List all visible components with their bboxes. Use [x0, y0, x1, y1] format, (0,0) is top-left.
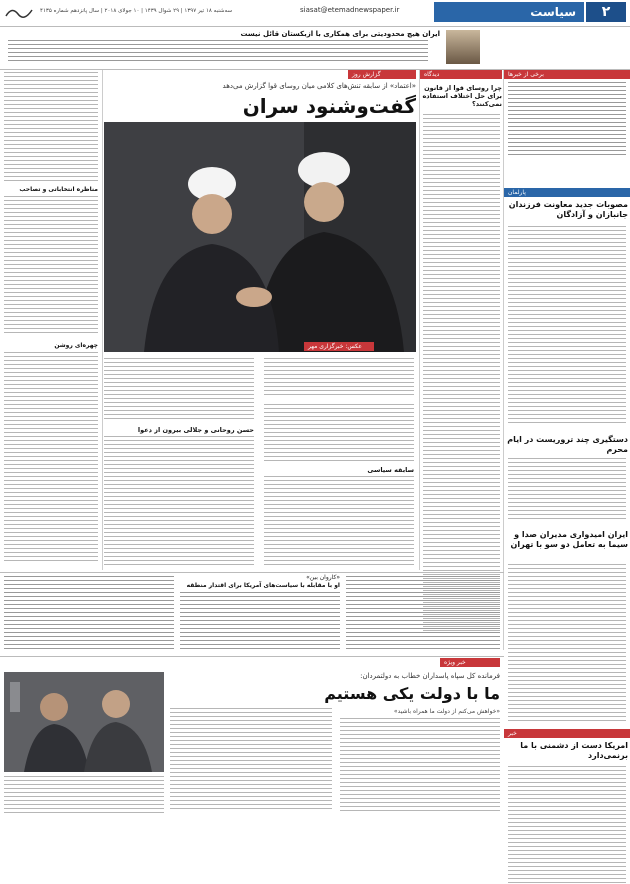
headline-terrorists: دستگیری چند تروریست در ایام محرم — [507, 435, 628, 454]
bottom-kicker: «کاروان بین» — [306, 574, 340, 581]
divider — [419, 70, 420, 570]
divider — [503, 70, 504, 650]
brief-news-text — [508, 82, 626, 158]
top-story-photo — [446, 30, 480, 64]
subsection-2: سابقه سیاسی — [367, 466, 414, 474]
bottom-kicker-2: خبر ویژه — [440, 658, 500, 667]
newspaper-logo — [4, 4, 34, 20]
bottom-text-2 — [180, 592, 340, 650]
bottom-text-6 — [4, 776, 164, 814]
kicker-opinion: دیدگاه — [420, 70, 502, 79]
page-number: ۲ — [586, 2, 626, 22]
top-story-headline: ایران هیچ محدودیتی برای همکاری با ازبکستان قائل نیست — [240, 30, 440, 38]
bottom-feature — [0, 658, 504, 818]
main-text-5 — [264, 476, 414, 566]
headline-law: چرا روسای قوا از قانون برای حل اختلاف استفاده نمی‌کنند؟ — [422, 84, 502, 108]
section-email[interactable]: siasat@etemadnewspaper.ir — [300, 6, 400, 14]
bottom-text-5 — [170, 708, 332, 812]
bottom-text-3 — [346, 576, 500, 650]
brief-news-bar: برخی از خبرها — [504, 70, 630, 79]
left-box-2: چهره‌ای روشن — [54, 342, 98, 349]
divider — [0, 572, 504, 573]
headline-broadcast: ایران امیدواری مدیران صدا و سیما به تعامل دو سو با تهران — [510, 530, 628, 549]
bottom-text-4 — [340, 718, 500, 812]
main-subhead: «اعتماد» از سابقه تنش‌های کلامی میان روسای قوا گزارش می‌دهد — [222, 82, 416, 90]
usa-text — [508, 766, 626, 884]
main-text-1 — [264, 358, 414, 398]
handshake-photo-icon — [4, 672, 164, 772]
main-photo — [104, 122, 416, 352]
headline-usa: امریکا دست از دشمنی با ما برنمی‌دارد — [520, 741, 628, 760]
main-text-3 — [104, 436, 254, 566]
main-text-2 — [104, 358, 254, 422]
main-kicker: گزارش روز — [348, 70, 416, 79]
bottom-photo — [4, 672, 164, 772]
bottom-strip — [0, 574, 504, 654]
clerics-photo-icon — [104, 122, 416, 352]
top-story — [0, 28, 630, 68]
headline-veterans: مصوبات جدید معاونت فرزندان جانبازان و آزادگان — [508, 200, 628, 219]
bottom-headline-a: فرمانده کل سپاه پاسداران خطاب به دولتمردان: — [360, 672, 500, 680]
main-story — [104, 70, 416, 570]
divider — [0, 656, 504, 657]
subsection-1: حسن روحانی و جلالی بیرون از دعوا — [137, 426, 254, 434]
kicker-news: خبر — [504, 729, 630, 738]
left-box-1: مناظره انتخاباتی و تصاحب — [19, 186, 98, 193]
left-text-2 — [4, 196, 98, 336]
right-column — [504, 70, 630, 820]
main-headline: گفت‌وشنود سران — [242, 94, 416, 118]
opinion-column — [420, 70, 502, 640]
bottom-text-1 — [4, 576, 174, 650]
bottom-headline-b: ما با دولت یکی هستیم — [324, 684, 500, 703]
opinion-text — [423, 114, 500, 634]
left-text-3 — [4, 352, 98, 564]
top-story-text — [8, 40, 428, 64]
dateline: سه‌شنبه ۱۸ تیر ۱۳۹۷ | ۲۹ شوال ۱۴۳۹ | ۱۰ جولای ۲۰۱۸ | سال پانزدهم شماره ۴۱۳۵ — [40, 8, 233, 14]
photo-caption: عکس: خبرگزاری مهر — [304, 342, 374, 351]
page-header — [0, 0, 630, 27]
section-title: سیاست — [434, 2, 584, 22]
terrorists-text — [508, 458, 626, 522]
kicker-parliament: پارلمان — [504, 188, 630, 197]
left-text-1 — [4, 72, 98, 182]
main-text-4 — [264, 404, 414, 464]
bottom-headline-small: او با مقابله با سیاست‌های آمریکا برای اقتدار منطقه — [186, 582, 340, 589]
broadcast-text — [508, 564, 626, 724]
left-column — [2, 70, 100, 570]
veterans-text — [508, 226, 626, 426]
bottom-quote: «خواهش می‌کنم از دولت ما همراه باشید» — [393, 708, 500, 715]
divider — [102, 70, 103, 570]
